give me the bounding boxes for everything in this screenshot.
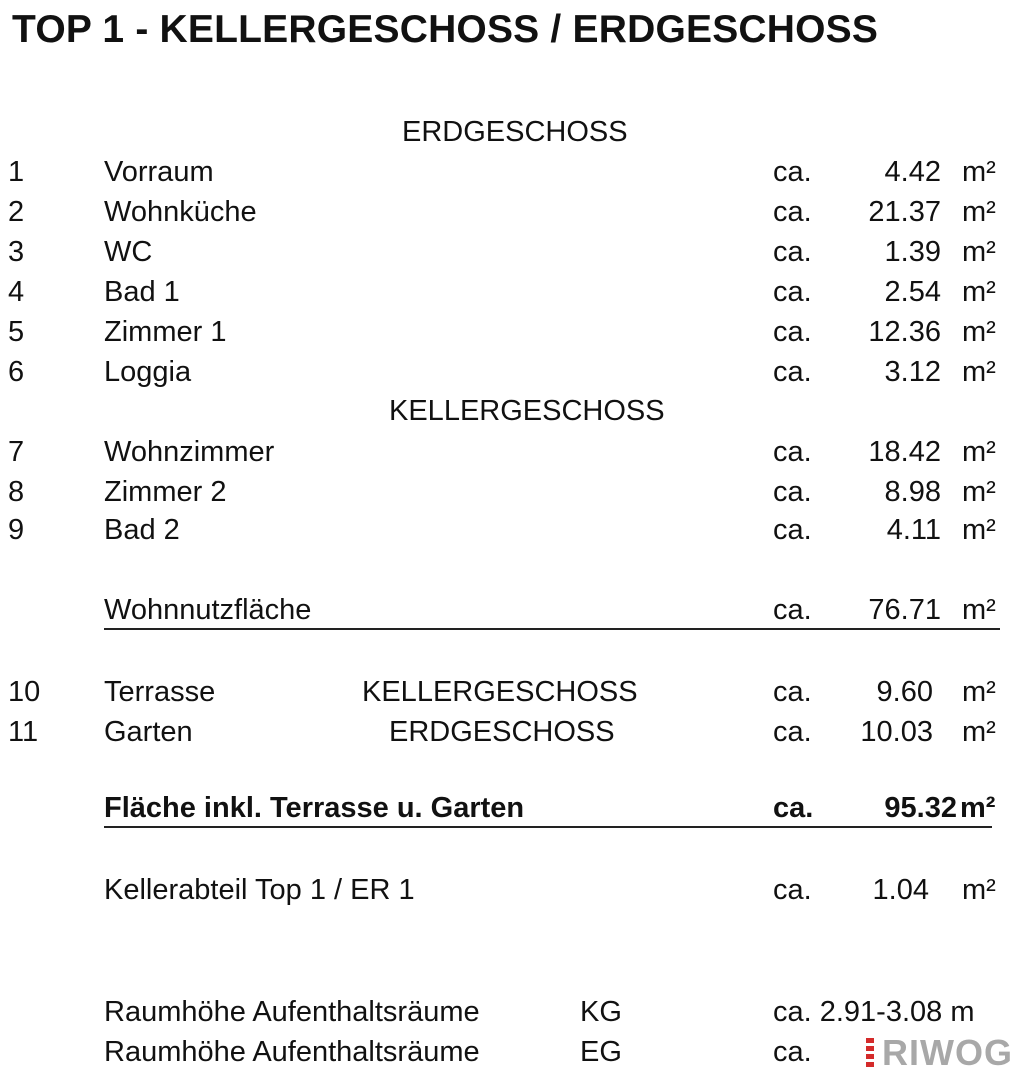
area-unit: m² <box>962 156 996 188</box>
floor-code: EG <box>580 1036 622 1068</box>
section-heading-kellergeschoss: KELLERGESCHOSS <box>389 395 665 427</box>
table-row <box>0 356 1029 396</box>
area-unit: m² <box>962 236 996 268</box>
area-unit: m² <box>962 476 996 508</box>
floor-label: KELLERGESCHOSS <box>362 676 638 708</box>
area-value: 76.71 <box>868 594 941 626</box>
storage-row <box>0 874 1029 914</box>
room-number: 2 <box>8 196 25 228</box>
total-divider <box>104 826 992 828</box>
area-value: 21.37 <box>868 196 941 228</box>
approx-label: ca. <box>773 436 812 468</box>
table-row <box>0 316 1029 356</box>
area-unit: m² <box>962 436 996 468</box>
area-unit: m² <box>962 514 996 546</box>
approx-label: ca. <box>773 514 812 546</box>
approx-label: ca. <box>773 236 812 268</box>
area-value: 12.36 <box>868 316 941 348</box>
subtotal-divider <box>104 628 1000 630</box>
approx-label: ca. <box>773 316 812 348</box>
approx-label: ca. <box>773 156 812 188</box>
approx-label: ca. <box>773 356 812 388</box>
height-label: Raumhöhe Aufenthaltsräume <box>104 1036 480 1068</box>
area-unit: m² <box>962 356 996 388</box>
room-number: 8 <box>8 476 25 508</box>
area-unit: m² <box>962 874 996 906</box>
area-value: 2.54 <box>884 276 941 308</box>
table-row <box>0 716 1029 756</box>
height-label: Raumhöhe Aufenthaltsräume <box>104 996 480 1028</box>
table-row <box>0 676 1029 716</box>
approx-label: ca. <box>773 716 812 748</box>
table-row <box>0 476 1029 516</box>
height-row <box>0 996 1029 1036</box>
area-unit: m² <box>962 196 996 228</box>
room-number: 3 <box>8 236 25 268</box>
room-number: 10 <box>8 676 41 708</box>
page-title: TOP 1 - KELLERGESCHOSS / ERDGESCHOSS <box>12 8 879 51</box>
height-value: ca. <box>773 1036 812 1068</box>
riwog-logo <box>862 1032 1027 1076</box>
room-number: 1 <box>8 156 25 188</box>
area-value: 9.60 <box>876 676 933 708</box>
area-value: 1.04 <box>872 874 929 906</box>
table-row <box>0 436 1029 476</box>
area-value: 1.39 <box>884 236 941 268</box>
storage-label: Kellerabteil Top 1 / ER 1 <box>104 874 415 906</box>
logo-text: RIWOG <box>882 1032 1013 1073</box>
area-unit: m² <box>960 792 996 824</box>
room-name: WC <box>104 236 153 268</box>
approx-label: ca. <box>773 874 812 906</box>
table-row <box>0 276 1029 316</box>
table-row <box>0 196 1029 236</box>
logo-mark-icon <box>866 1038 874 1068</box>
area-value: 8.98 <box>884 476 941 508</box>
room-name: Wohnküche <box>104 196 257 228</box>
height-value: ca. 2.91-3.08 m <box>773 996 975 1028</box>
room-name: Bad 1 <box>104 276 180 308</box>
area-value: 10.03 <box>860 716 933 748</box>
approx-label: ca. <box>773 476 812 508</box>
table-row <box>0 514 1029 554</box>
area-value: 4.11 <box>886 514 941 546</box>
approx-label: ca. <box>773 676 812 708</box>
room-name: Vorraum <box>104 156 214 188</box>
room-name: Loggia <box>104 356 192 388</box>
room-number: 9 <box>8 514 25 546</box>
room-number: 5 <box>8 316 25 348</box>
room-name: Zimmer 2 <box>104 476 227 508</box>
section-heading-erdgeschoss: ERDGESCHOSS <box>402 116 628 148</box>
area-value: 18.42 <box>868 436 941 468</box>
room-name: Garten <box>104 716 193 748</box>
approx-label: ca. <box>773 196 812 228</box>
room-number: 4 <box>8 276 25 308</box>
total-label: Fläche inkl. Terrasse u. Garten <box>104 792 525 824</box>
area-value: 3.12 <box>884 356 941 388</box>
room-name: Terrasse <box>104 676 216 708</box>
floor-code: KG <box>580 996 622 1028</box>
area-value: 95.32 <box>884 792 957 824</box>
floor-label: ERDGESCHOSS <box>389 716 615 748</box>
area-unit: m² <box>962 716 996 748</box>
approx-label: ca. <box>773 276 812 308</box>
room-number: 7 <box>8 436 25 468</box>
approx-label: ca. <box>773 594 812 626</box>
area-unit: m² <box>962 594 996 626</box>
area-unit: m² <box>962 316 996 348</box>
room-number: 11 <box>8 716 39 748</box>
area-unit: m² <box>962 276 996 308</box>
subtotal-label: Wohnnutzfläche <box>104 594 312 626</box>
area-unit: m² <box>962 676 996 708</box>
area-value: 4.42 <box>884 156 941 188</box>
room-name: Zimmer 1 <box>104 316 227 348</box>
table-row <box>0 236 1029 276</box>
table-row <box>0 156 1029 196</box>
approx-label: ca. <box>773 792 814 824</box>
room-name: Wohnzimmer <box>104 436 275 468</box>
room-name: Bad 2 <box>104 514 180 546</box>
room-number: 6 <box>8 356 25 388</box>
